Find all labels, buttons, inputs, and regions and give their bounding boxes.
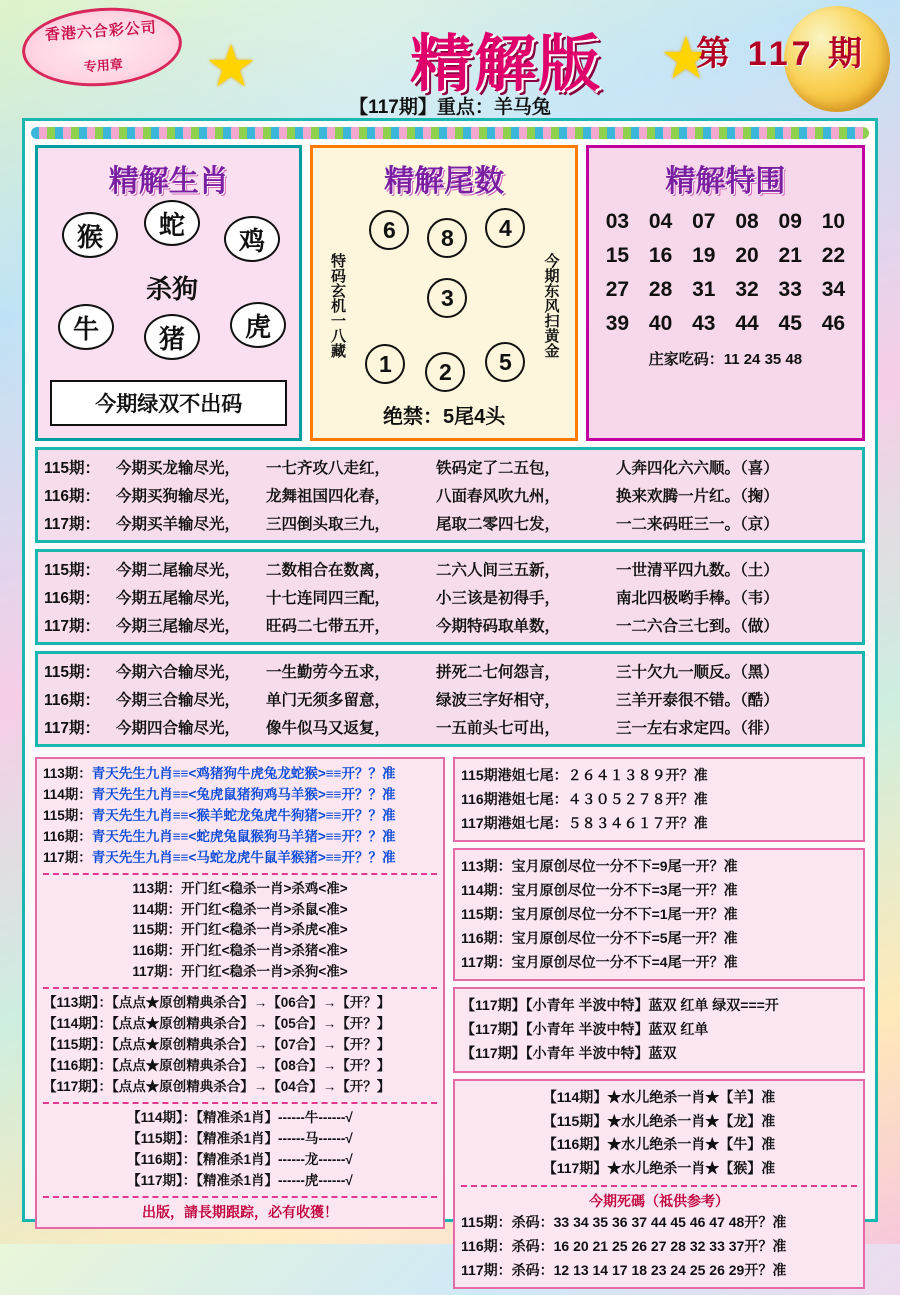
tail-number: 2 — [425, 352, 465, 392]
page-title: 精解版 — [410, 27, 603, 100]
tail-number-box — [310, 145, 577, 441]
verse-issue: 116期： — [44, 488, 101, 505]
special-number: 20 — [735, 244, 759, 267]
stamp-line-2: 专用章 — [83, 56, 124, 75]
special-number: 39 — [605, 312, 630, 335]
row-issue: 117期： — [43, 849, 92, 865]
verse-part: 一二六合三七到。（做） — [616, 618, 779, 635]
special-number: 44 — [735, 312, 759, 335]
verse-part: 今期二尾输尽光， — [116, 562, 241, 579]
verse-part: 绿波三字好相守， — [436, 692, 561, 709]
special-number: 40 — [648, 312, 673, 335]
row-text: 青天先生九肖≡≡<蛇虎兔鼠猴狗马羊猪>≡≡开？？准 — [91, 828, 396, 844]
verse-part: 三羊开泰很不错。（酷） — [616, 692, 779, 709]
verse-part: 南北四极哟手棒。（韦） — [616, 590, 779, 607]
kill-one-row: 113期：开门红<稳杀一肖>杀鸡<准> — [132, 880, 348, 896]
divider — [461, 1185, 857, 1187]
verse-part: 今期三尾输尽光， — [116, 618, 241, 635]
publisher-note: 出版，請長期跟踪，必有收獲！ — [142, 1203, 338, 1220]
special-number: 08 — [735, 210, 759, 233]
precise-kill-row: 【116期】：【精准杀1肖】------龙------√ — [127, 1151, 353, 1167]
kill-sum-row: 【116期】：【点点★原创精典杀合】→【08合】→【开？】 — [43, 1057, 391, 1073]
official-stamp — [19, 3, 184, 92]
special-box-title: 精解特围 — [665, 164, 786, 199]
row-issue: 116期： — [43, 828, 92, 844]
special-number: 45 — [778, 312, 802, 335]
verse-part: 今期买狗输尽光， — [116, 488, 241, 505]
verse-part: 今期买羊输尽光， — [116, 516, 241, 533]
row-text: 青天先生九肖≡≡<鸡猪狗牛虎兔龙蛇猴>≡≡开？？准 — [91, 766, 396, 781]
verse-part: 今期三合输尽光， — [116, 692, 241, 709]
verse-part: 一生勤劳今五求， — [266, 664, 391, 681]
verse-part: 龙舞祖国四化春， — [266, 488, 391, 505]
kill-sum-row: 【113期】：【点点★原创精典杀合】→【06合】→【开？】 — [43, 995, 391, 1011]
special-number: 19 — [692, 244, 716, 267]
dead-code-row: 115期：杀码：33 34 35 36 37 44 45 46 47 48开？准 — [461, 1213, 787, 1230]
special-box-footer: 庄家吃码：11 24 35 48 — [648, 351, 803, 368]
precise-kill-row: 【115期】：【精准杀1肖】------马------√ — [127, 1130, 353, 1146]
tail-number: 6 — [369, 210, 409, 250]
nine-zodiac-row — [43, 806, 437, 827]
kill-sum-row: 【117期】：【点点★原创精典杀合】→【04合】→【开？】 — [43, 1078, 391, 1094]
verse-part: 今期六合输尽光， — [116, 664, 241, 681]
special-number: 27 — [605, 278, 630, 301]
verse-row — [44, 453, 856, 481]
verse-row — [44, 583, 856, 611]
tail-number: 3 — [427, 278, 467, 318]
verse-part: 铁码定了二五包， — [436, 460, 561, 477]
special-number: 43 — [692, 312, 716, 335]
nine-zodiac-row — [43, 848, 437, 869]
verse-row — [44, 509, 856, 537]
verse-part: 三一左右求定四。（徘） — [616, 720, 779, 737]
page-header — [0, 0, 900, 118]
dead-code-row: 116期：杀码：16 20 21 25 26 27 28 32 33 37开？准 — [461, 1237, 787, 1254]
shuier-kill-row: 【114期】★水儿绝杀一肖★【羊】准 — [542, 1088, 776, 1105]
verse-part: 三十欠九一顺反。（黑） — [616, 664, 779, 681]
kill-one-row: 114期：开门红<稳杀一肖>杀鼠<准> — [132, 901, 348, 917]
baoyue-row: 117期：宝月原创尽位一分不下=4尾一开？准 — [461, 953, 738, 970]
bottom-right-column — [453, 757, 865, 1295]
stamp-line-1: 香港六合彩公司 — [44, 19, 158, 44]
tail-number: 4 — [485, 208, 525, 248]
special-number: 09 — [778, 210, 802, 233]
row-text: 青天先生九肖≡≡<猴羊蛇龙兔虎牛狗猪>≡≡开？？准 — [91, 807, 396, 823]
tail-left-text: 特码玄机一八藏 — [329, 252, 347, 358]
baoyue-row: 115期：宝月原创尽位一分不下=1尾一开？准 — [461, 905, 738, 922]
tail-box-title: 精解尾数 — [384, 164, 505, 199]
verse-part: 一世清平四九数。（土） — [616, 562, 779, 579]
row-text: 青天先生九肖≡≡<兔虎鼠猪狗鸡马羊猴>≡≡开？？准 — [91, 786, 396, 802]
baoyue-row: 116期：宝月原创尽位一分不下=5尾一开？准 — [461, 929, 738, 946]
issue-number: 第 117 期 — [696, 35, 866, 73]
verse-row — [44, 713, 856, 741]
verse-section — [31, 441, 869, 747]
verse-issue: 115期： — [44, 460, 101, 477]
baoyue-row: 114期：宝月原创尽位一分不下=3尾一开？准 — [461, 882, 738, 899]
special-number: 32 — [735, 278, 759, 301]
verse-part: 十七连同四三配， — [266, 590, 391, 607]
special-number: 04 — [648, 210, 673, 233]
dead-code-title: 今期死碼（祗供参考） — [589, 1192, 729, 1209]
special-number: 46 — [821, 312, 846, 335]
subtitle-focus: 【117期】重点：羊马兔 — [349, 97, 551, 118]
tail-number: 1 — [365, 344, 405, 384]
verse-issue: 115期： — [44, 562, 101, 579]
baoyue-row: 113期：宝月原创尽位一分不下=9尾一开？准 — [461, 858, 738, 875]
verse-part: 今期特码取单数， — [436, 618, 561, 635]
precise-kill-row: 【114期】：【精准杀1肖】------牛------√ — [127, 1109, 353, 1125]
nine-zodiac-row — [43, 827, 437, 848]
row-text: 青天先生九肖≡≡<马蛇龙虎牛鼠羊猴猪>≡≡开？？准 — [91, 849, 396, 865]
precise-kill-row: 【117期】：【精准杀1肖】------虎------√ — [127, 1172, 353, 1188]
verse-part: 换来欢腾一片红。（掬） — [616, 488, 779, 505]
zodiac-box-title: 精解生肖 — [108, 164, 229, 199]
half-wave-row: 【117期】【小青年 半波中特】蓝双 红单 绿双===开 — [461, 997, 779, 1014]
zodiac-cell: 猴 — [62, 212, 118, 258]
nine-zodiac-row — [43, 764, 437, 785]
verse-group — [35, 651, 865, 747]
zodiac-cell: 蛇 — [144, 200, 200, 246]
star-icon: ★ — [205, 34, 257, 99]
half-wave-row: 【117期】【小青年 半波中特】蓝双 — [461, 1044, 677, 1061]
verse-part: 今期五尾输尽光， — [116, 590, 241, 607]
divider — [43, 987, 437, 989]
verse-part: 今期四合输尽光， — [116, 720, 241, 737]
divider — [43, 1102, 437, 1104]
decorative-wave — [31, 127, 869, 139]
tail-right-text: 今期东风扫黄金 — [542, 252, 560, 358]
special-number: 10 — [821, 210, 846, 233]
bottom-left-column — [35, 757, 445, 1295]
verse-part: 一二来码旺三一。（京） — [616, 516, 779, 533]
verse-part: 单门无须多留意， — [266, 692, 391, 709]
kill-one-row: 117期：开门红<稳杀一肖>杀狗<准> — [132, 964, 348, 980]
tail-number: 8 — [427, 218, 467, 258]
bottom-section — [31, 753, 869, 1295]
special-number: 28 — [648, 278, 673, 301]
verse-part: 八面春风吹九州， — [436, 488, 561, 505]
verse-issue: 116期： — [44, 692, 101, 709]
star-icon: ★ — [660, 26, 712, 91]
kill-one-row: 115期：开门红<稳杀一肖>杀虎<准> — [132, 922, 348, 938]
divider — [43, 873, 437, 875]
special-number: 03 — [605, 210, 630, 233]
special-number: 07 — [692, 210, 716, 233]
verse-row — [44, 657, 856, 685]
shuier-kill-panel — [453, 1079, 865, 1290]
verse-part: 像牛似马又返复， — [266, 720, 391, 737]
zodiac-note: 今期绿双不出码 — [50, 380, 287, 426]
half-wave-row: 【117期】【小青年 半波中特】蓝双 红单 — [461, 1021, 709, 1038]
verse-row — [44, 685, 856, 713]
nine-zodiac-panel — [35, 757, 445, 1229]
seven-tail-row: 115期港姐七尾：２６４１３８９开？准 — [461, 767, 708, 783]
tail-number: 5 — [485, 342, 525, 382]
verse-part: 小三该是初得手， — [436, 590, 561, 607]
special-number: 21 — [778, 244, 802, 267]
verse-row — [44, 555, 856, 583]
verse-group — [35, 447, 865, 543]
divider — [43, 1196, 437, 1198]
verse-issue: 116期： — [44, 590, 101, 607]
tail-number-grid — [355, 206, 532, 404]
seven-tail-row: 117期港姐七尾：５８３４６１７开？准 — [461, 814, 708, 831]
shuier-kill-row: 【116期】★水儿绝杀一肖★【牛】准 — [542, 1136, 776, 1153]
verse-part: 一七齐攻八走红， — [266, 460, 391, 477]
zodiac-box — [35, 145, 302, 441]
special-number: 33 — [778, 278, 802, 301]
nine-zodiac-row — [43, 785, 437, 806]
verse-issue: 117期： — [44, 618, 101, 635]
verse-row — [44, 481, 856, 509]
special-number: 22 — [821, 244, 846, 267]
verse-part: 今期买龙输尽光， — [116, 460, 241, 477]
verse-part: 尾取二零四七发， — [436, 516, 561, 533]
zodiac-cell: 鸡 — [224, 216, 280, 262]
content-frame — [22, 118, 878, 1278]
kill-sum-row: 【115期】：【点点★原创精典杀合】→【07合】→【开？】 — [43, 1037, 391, 1053]
zodiac-cell-kill: 杀狗 — [145, 273, 198, 304]
verse-issue: 117期： — [44, 516, 101, 533]
verse-group — [35, 549, 865, 645]
zodiac-cell: 牛 — [58, 304, 114, 350]
kill-sum-row: 【114期】：【点点★原创精典杀合】→【05合】→【开？】 — [43, 1016, 391, 1032]
verse-part: 人奔四化六六顺。（喜） — [616, 460, 779, 477]
row-issue: 115期： — [43, 807, 92, 823]
special-number-box — [586, 145, 865, 441]
verse-part: 拼死二七何怨言， — [436, 664, 561, 681]
kill-one-row: 116期：开门红<稳杀一肖>杀猪<准> — [132, 943, 348, 959]
verse-issue: 117期： — [44, 720, 101, 737]
top-boxes — [31, 145, 869, 441]
special-number: 34 — [821, 278, 846, 301]
special-number: 15 — [605, 244, 630, 267]
row-issue: 114期： — [43, 786, 92, 802]
row-issue: 113期： — [43, 766, 92, 781]
tail-content — [319, 206, 568, 404]
seven-tail-panel — [453, 757, 865, 842]
shuier-kill-row: 【117期】★水儿绝杀一肖★【猴】准 — [542, 1160, 776, 1177]
special-number: 16 — [648, 244, 673, 267]
verse-row — [44, 611, 856, 639]
verse-part: 二数相合在数离， — [266, 562, 391, 579]
zodiac-grid — [44, 206, 293, 376]
tail-bottom-note: 绝禁：5尾4头 — [382, 406, 506, 428]
half-wave-panel — [453, 987, 865, 1072]
shuier-kill-row: 【115期】★水儿绝杀一肖★【龙】准 — [542, 1112, 776, 1129]
verse-part: 二六人间三五新， — [436, 562, 561, 579]
zodiac-cell: 虎 — [230, 302, 286, 348]
dead-code-row: 117期：杀码：12 13 14 17 18 23 24 25 26 29开？准 — [461, 1261, 787, 1278]
verse-part: 三四倒头取三九， — [266, 516, 391, 533]
zodiac-cell: 猪 — [144, 314, 200, 360]
baoyue-panel — [453, 848, 865, 981]
special-number-grid — [595, 206, 856, 336]
verse-part: 一五前头七可出， — [436, 720, 561, 737]
verse-part: 旺码二七带五开， — [266, 618, 391, 635]
seven-tail-row: 116期港姐七尾：４３０５２７８开？准 — [461, 790, 708, 807]
special-number: 31 — [692, 278, 716, 301]
verse-issue: 115期： — [44, 664, 101, 681]
